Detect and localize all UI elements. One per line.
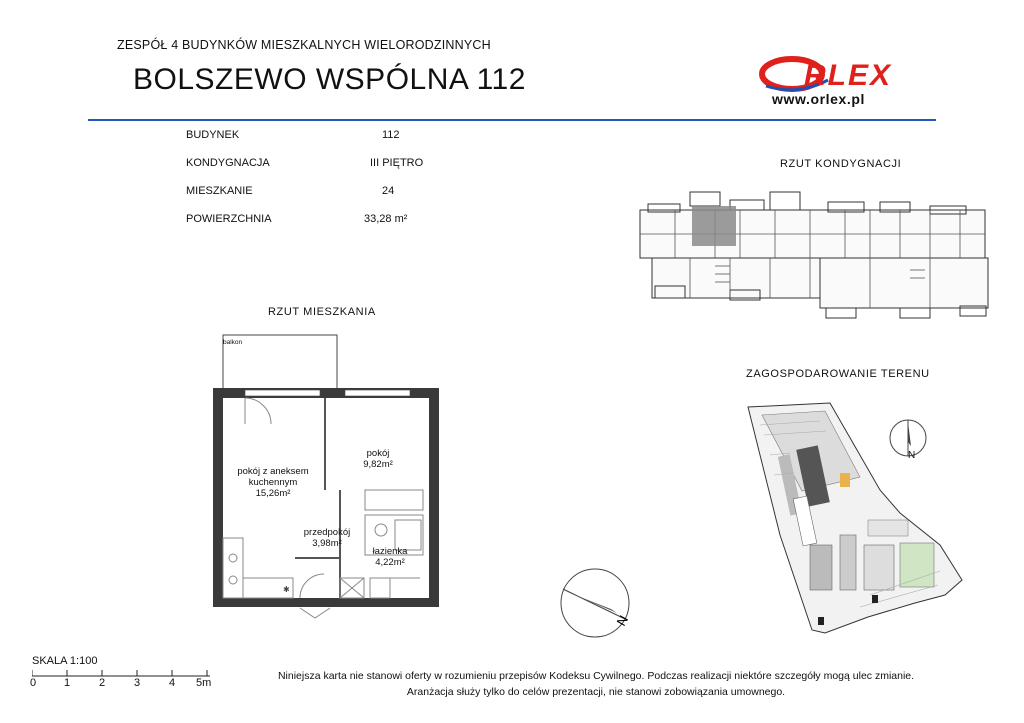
floor-label: KONDYGNACJA xyxy=(186,157,270,169)
hallway-area: 3,98m² xyxy=(312,538,342,549)
svg-text:RLEX: RLEX xyxy=(804,59,893,92)
scale-tick-2: 2 xyxy=(99,677,106,689)
bathroom-area: 4,22m² xyxy=(375,557,405,568)
area-value: 33,28 m² xyxy=(364,213,408,225)
north-letter: N xyxy=(613,612,632,629)
apartment-plan-heading: RZUT MIESZKANIA xyxy=(268,306,376,318)
room-label xyxy=(350,448,406,470)
balcony-label: balkon xyxy=(223,339,243,346)
living-room-area: 15,26m² xyxy=(255,488,291,499)
project-subtitle: ZESPÓŁ 4 BUDYNKÓW MIESZKALNYCH WIELORODZINNYCH xyxy=(117,38,491,52)
living-room-name-2: kuchennym xyxy=(248,477,298,488)
disclaimer-line-2: Aranżacja służy tylko do celów prezentacji, nie stanowi zobowiązania umownego. xyxy=(406,686,786,698)
north-arrow-icon xyxy=(555,565,645,650)
living-room-name-1: pokój z aneksem xyxy=(237,466,309,477)
header-divider xyxy=(88,119,936,121)
apartment-value: 24 xyxy=(382,185,395,197)
svg-text:✱: ✱ xyxy=(283,585,290,594)
scale-tick-1: 1 xyxy=(64,677,71,689)
apartment-label: MIESZKANIE xyxy=(186,185,253,197)
scale-tick-3: 3 xyxy=(134,677,141,689)
hallway-name: przedpokój xyxy=(303,527,351,538)
site-north-letter: N xyxy=(908,450,916,461)
site-plan-drawing xyxy=(740,395,970,645)
scale-tick-5: 5m xyxy=(196,677,212,689)
floor-plan-drawing xyxy=(630,190,1000,325)
scale-tick-0: 0 xyxy=(30,677,37,689)
floor-plan-heading: RZUT KONDYGNACJI xyxy=(780,158,902,170)
website-url[interactable]: www.orlex.pl xyxy=(772,91,866,107)
building-label: BUDYNEK xyxy=(186,129,240,141)
room-area: 9,82m² xyxy=(363,459,393,470)
site-plan-heading: ZAGOSPODAROWANIE TERENU xyxy=(746,368,930,380)
scale-label: SKALA 1:100 xyxy=(32,655,98,667)
floor-value: III PIĘTRO xyxy=(370,157,424,169)
disclaimer-line-1: Niniejsza karta nie stanowi oferty w rozumieniu przepisów Kodeksu Cywilnego. Podczas realizacji niektóre szczegóły mogą ulec zmianie. xyxy=(277,670,915,682)
bathroom-name: łazienka xyxy=(372,546,408,557)
disclaimer xyxy=(246,668,946,700)
living-room-label xyxy=(218,466,328,499)
building-value: 112 xyxy=(382,129,400,141)
room-name: pokój xyxy=(366,448,390,459)
project-title: BOLSZEWO WSPÓLNA 112 xyxy=(133,63,526,96)
scale-tick-4: 4 xyxy=(169,677,176,689)
bathroom-label xyxy=(362,546,418,568)
hallway-label xyxy=(295,527,359,549)
scale-bar xyxy=(32,668,222,678)
area-label: POWIERZCHNIA xyxy=(186,213,272,225)
